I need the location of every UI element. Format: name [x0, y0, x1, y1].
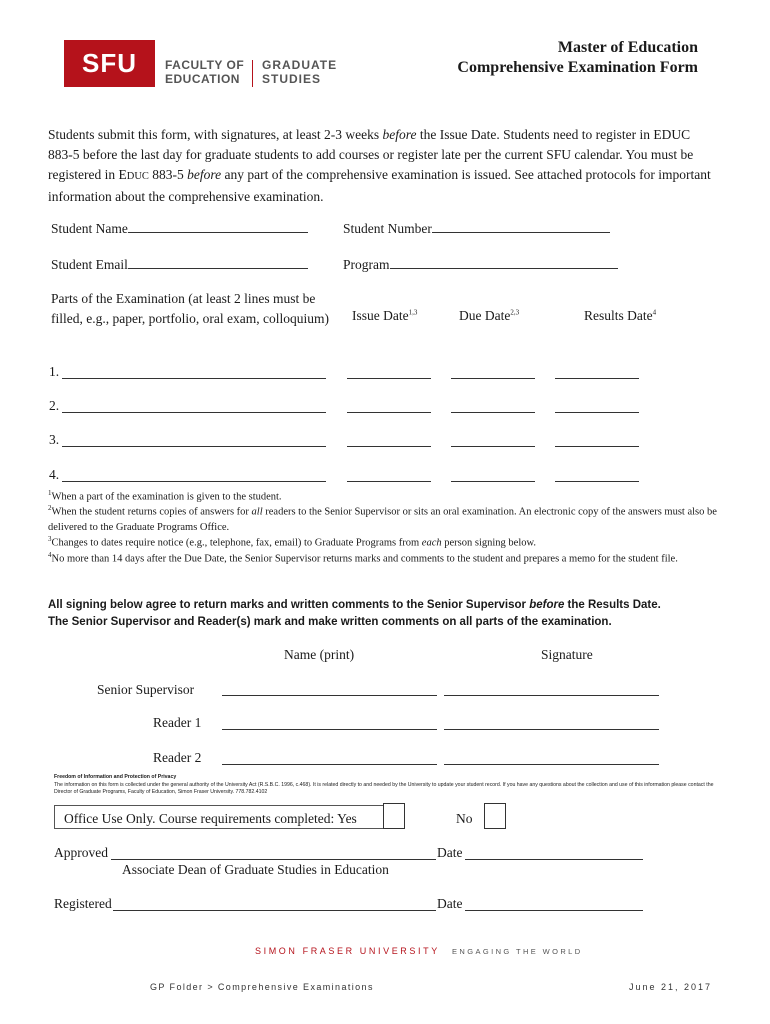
footnote-3-em: each: [421, 537, 442, 549]
logo-faculty-line2: EDUCATION: [165, 72, 240, 86]
footnote-3-text-a: Changes to dates require notice (e.g., telephone, fax, email) to Graduate Programs from: [51, 537, 422, 549]
agreement-line-1a: All signing below agree to return marks and written comments to the Senior Supervisor: [48, 599, 530, 611]
no-checkbox[interactable]: [484, 803, 506, 829]
footnote-4-text: No more than 14 days after the Due Date, the Senior Supervisor returns marks and comments to the student and prepares a memo for the student file.: [51, 553, 678, 565]
part-row-2-number: 2.: [49, 398, 60, 413]
part-row-2-line[interactable]: [62, 411, 326, 413]
student-email-line[interactable]: [128, 255, 308, 269]
part-row-3-number: 3.: [49, 432, 60, 447]
reader2-signature-line[interactable]: [444, 763, 659, 765]
part-row-3-issue[interactable]: [347, 445, 431, 447]
reader2-name-line[interactable]: [222, 763, 437, 765]
senior-supervisor-signature-line[interactable]: [444, 694, 659, 696]
due-date-header: [459, 308, 519, 324]
registered-label: Registered: [54, 896, 112, 911]
approved-line[interactable]: [111, 858, 436, 860]
part-row-2-results[interactable]: [555, 411, 639, 413]
program-field[interactable]: [343, 255, 618, 273]
part-row-3-due[interactable]: [451, 445, 535, 447]
intro-text-3: 883-5: [148, 167, 188, 182]
col-name-print: Name (print): [284, 647, 355, 662]
footer-tagline: ENGAGING THE WORLD: [452, 947, 583, 956]
title-line1: Master of Education: [557, 39, 698, 56]
student-number-field[interactable]: [343, 219, 610, 237]
part-row-1-due[interactable]: [451, 377, 535, 379]
footer-path: GP Folder > Comprehensive Examinations: [150, 982, 374, 992]
results-date-header: [584, 308, 656, 324]
program-line[interactable]: [390, 255, 618, 269]
logo-faculty-line1: FACULTY OF: [165, 58, 245, 72]
intro-text-1: Students submit this form, with signatures, at least 2-3 weeks: [48, 127, 383, 142]
logo-faculty-text: [165, 58, 244, 86]
footnote-3-mark: 3: [48, 535, 52, 543]
approved-date-label: Date: [437, 845, 463, 860]
parts-heading: Parts of the Examination (at least 2 lines must be filled, e.g., paper, portfolio, oral exam, colloquium): [51, 291, 330, 326]
footnote-4: [48, 548, 720, 567]
part-row-4-number: 4.: [49, 467, 60, 482]
part-row-4-due[interactable]: [451, 480, 535, 482]
issue-date-header: [352, 308, 417, 324]
footnote-2: [48, 501, 720, 536]
approved-label: Approved: [54, 845, 108, 860]
footnote-2-mark: 2: [48, 504, 52, 512]
no-label: No: [456, 811, 473, 826]
footnote-2-text-a: When the student returns copies of answers for: [51, 506, 252, 518]
part-row-4-results[interactable]: [555, 480, 639, 482]
intro-smallcaps: DUC: [126, 171, 149, 182]
part-row-1-results[interactable]: [555, 377, 639, 379]
student-number-label: Student Number: [343, 221, 432, 236]
part-row-3-line[interactable]: [62, 445, 326, 447]
part-row-2-due[interactable]: [451, 411, 535, 413]
sfu-logo: SFU: [64, 40, 155, 87]
part-row-3-results[interactable]: [555, 445, 639, 447]
student-email-label: Student Email: [51, 257, 128, 272]
student-name-field[interactable]: [51, 219, 308, 237]
logo-divider: [252, 60, 253, 87]
footnote-4-mark: 4: [48, 551, 52, 559]
agreement-line-1b: the Results Date.: [564, 599, 661, 611]
footer-date: June 21, 2017: [628, 982, 712, 992]
intro-em-1: before: [382, 127, 417, 142]
agreement-line-2: The Senior Supervisor and Reader(s) mark and make written comments on all parts of the examination.: [48, 616, 612, 628]
footer-university: SIMON FRASER UNIVERSITY: [255, 946, 440, 956]
logo-unit-text: [262, 58, 337, 86]
intro-text-4: any part of the comprehensive examination is issued. See attached protocols for important information about the comprehensive examination.: [48, 167, 711, 204]
logo-unit-line1: GRADUATE: [262, 58, 338, 72]
part-row-1-line[interactable]: [62, 377, 326, 379]
registered-date-label: Date: [437, 896, 463, 911]
due-date-sup: 2,3: [510, 308, 520, 317]
approved-date-line[interactable]: [465, 858, 643, 860]
senior-supervisor-label: Senior Supervisor: [97, 682, 195, 697]
reader1-signature-line[interactable]: [444, 728, 659, 730]
issue-date-sup: 1,3: [408, 308, 418, 317]
student-name-label: Student Name: [51, 221, 128, 236]
part-row-2-issue[interactable]: [347, 411, 431, 413]
reader2-label: Reader 2: [153, 750, 202, 765]
logo-unit-line2: STUDIES: [262, 72, 322, 86]
footnote-2-text-b: readers to the Senior Supervisor or sits an oral examination. An electronic copy of the answers must also be delivered to the Graduate Programs Office.: [48, 506, 717, 533]
agreement-text: [48, 597, 738, 631]
issue-date-label: Issue Date: [352, 308, 409, 323]
agreement-line-1: [48, 597, 738, 614]
intro-em-2: before: [187, 167, 222, 182]
reader1-label: Reader 1: [153, 715, 202, 730]
col-signature: Signature: [541, 647, 593, 662]
foi-body: The information on this form is collected under the general authority of the University Act (R.S.B.C. 1996, c.468). It is related directly to and needed by the University to update your student record. If you have any questions about the collection and use of this information please contact the Director of Graduate Programs, Faculty of Education, Simon Fraser University. 778.782.4102: [54, 781, 714, 795]
dean-caption: Associate Dean of Graduate Studies in Education: [122, 862, 389, 877]
due-date-label: Due Date: [459, 308, 511, 323]
page-title: [457, 38, 698, 78]
senior-supervisor-name-line[interactable]: [222, 694, 437, 696]
student-number-line[interactable]: [432, 219, 610, 233]
part-row-1-number: 1.: [49, 364, 60, 379]
office-use-text: Office Use Only. Course requirements completed: Yes: [64, 811, 357, 826]
intro-text-2: the Issue Date. Students need to register in EDUC 883-5 before the last day for graduate students to add courses or register late per the current SFU calendar. You must be registered in E: [48, 127, 694, 182]
results-date-sup: 4: [652, 308, 657, 317]
footnote-2-em: all: [251, 506, 263, 518]
part-row-4-line[interactable]: [62, 480, 326, 482]
student-email-field[interactable]: [51, 255, 308, 273]
part-row-1-issue[interactable]: [347, 377, 431, 379]
agreement-em: before: [529, 599, 565, 611]
footnote-3-text-b: person signing below.: [441, 537, 537, 549]
footnote-1-mark: 1: [48, 489, 52, 497]
intro-paragraph: [48, 125, 718, 207]
reader1-name-line[interactable]: [222, 728, 437, 730]
registered-line[interactable]: [113, 909, 436, 911]
part-row-4-issue[interactable]: [347, 480, 431, 482]
footnote-1-text: When a part of the examination is given to the student.: [51, 491, 282, 503]
foi-notice: [54, 774, 714, 797]
registered-date-line[interactable]: [465, 909, 643, 911]
yes-checkbox[interactable]: [383, 803, 405, 829]
program-label: Program: [343, 257, 390, 272]
student-name-line[interactable]: [128, 219, 308, 233]
foi-title: Freedom of Information and Protection of Privacy: [54, 774, 177, 780]
results-date-label: Results Date: [584, 308, 653, 323]
title-line2: Comprehensive Examination Form: [457, 59, 698, 76]
